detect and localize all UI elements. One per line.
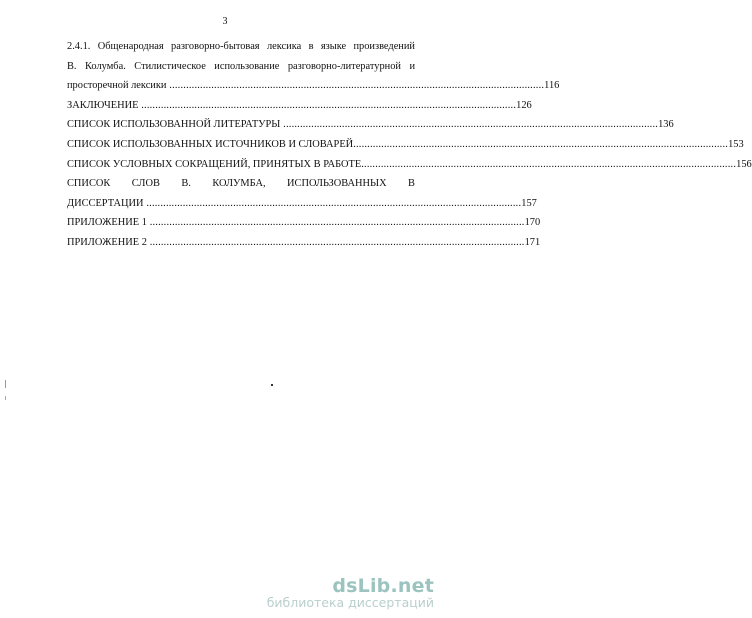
- toc-entry-words-list-line1[interactable]: СПИСОК СЛОВ В. КОЛУМБА, ИСПОЛЬЗОВАННЫХ В: [67, 178, 415, 190]
- toc-entry-text: ПРИЛОЖЕНИЕ 1: [67, 217, 147, 229]
- toc-page-number: 157: [521, 197, 537, 209]
- watermark-tagline: библиотека диссертаций: [266, 595, 434, 610]
- toc-entry-appendix-2[interactable]: [67, 233, 541, 253]
- toc-entry-2-4-1-line1: 2.4.1. Общенародная разговорно-бытовая лексика в языке произведений: [67, 41, 415, 52]
- toc-entry-conclusion[interactable]: [67, 96, 532, 116]
- toc-entry-words-list-line2[interactable]: [67, 194, 537, 214]
- scan-speck: [271, 384, 273, 386]
- toc-entry-abbreviations[interactable]: [67, 155, 752, 175]
- toc-page-number: 136: [658, 119, 674, 131]
- toc-entry-text: СПИСОК ИСПОЛЬЗОВАННОЙ ЛИТЕРАТУРЫ: [67, 119, 281, 131]
- toc-page-number: 116: [544, 80, 560, 92]
- toc-page-number: 153: [728, 138, 744, 150]
- toc-page-number: 171: [524, 236, 541, 248]
- leader-dots: ......................................................................................................................................: [361, 158, 737, 170]
- leader-dots: ......................................................................................................................................: [353, 138, 729, 150]
- table-of-contents: [67, 37, 752, 253]
- toc-entry-text: просторечной лексики: [67, 80, 167, 92]
- toc-entry-2-4-1-line3: [67, 76, 560, 96]
- toc-entry-text: ЗАКЛЮЧЕНИЕ: [67, 99, 139, 111]
- toc-entry-sources[interactable]: [67, 135, 744, 155]
- page-number: 3: [222, 16, 228, 27]
- scan-speck: [5, 380, 6, 388]
- toc-entry-literature[interactable]: [67, 115, 674, 135]
- leader-dots: ......................................................................................................................................: [146, 236, 525, 248]
- leader-dots: ......................................................................................................................................: [138, 99, 517, 111]
- scan-speck: [5, 396, 6, 400]
- leader-dots: ......................................................................................................................................: [166, 80, 545, 92]
- leader-dots: ......................................................................................................................................: [146, 217, 525, 229]
- toc-page-number: 156: [736, 158, 752, 170]
- toc-page-number: 126: [516, 99, 532, 111]
- leader-dots: ......................................................................................................................................: [280, 119, 659, 131]
- toc-entry-text: СПИСОК ИСПОЛЬЗОВАННЫХ ИСТОЧНИКОВ И СЛОВАРЕЙ: [67, 138, 354, 150]
- watermark-logo: dsLib.net: [332, 575, 434, 597]
- toc-entry-text: ДИССЕРТАЦИИ: [67, 197, 144, 209]
- toc-entry-2-4-1-line2: В. Колумба. Стилистическое использование разговорно-литературной и: [67, 60, 415, 72]
- leader-dots: ......................................................................................................................................: [143, 197, 522, 209]
- watermark: [267, 575, 434, 610]
- toc-entry-text: ПРИЛОЖЕНИЕ 2: [67, 236, 147, 248]
- toc-entry-text: СПИСОК УСЛОВНЫХ СОКРАЩЕНИЙ, ПРИНЯТЫХ В РАБОТЕ: [67, 158, 362, 170]
- toc-page-number: 170: [524, 217, 541, 229]
- toc-entry-appendix-1[interactable]: [67, 213, 541, 233]
